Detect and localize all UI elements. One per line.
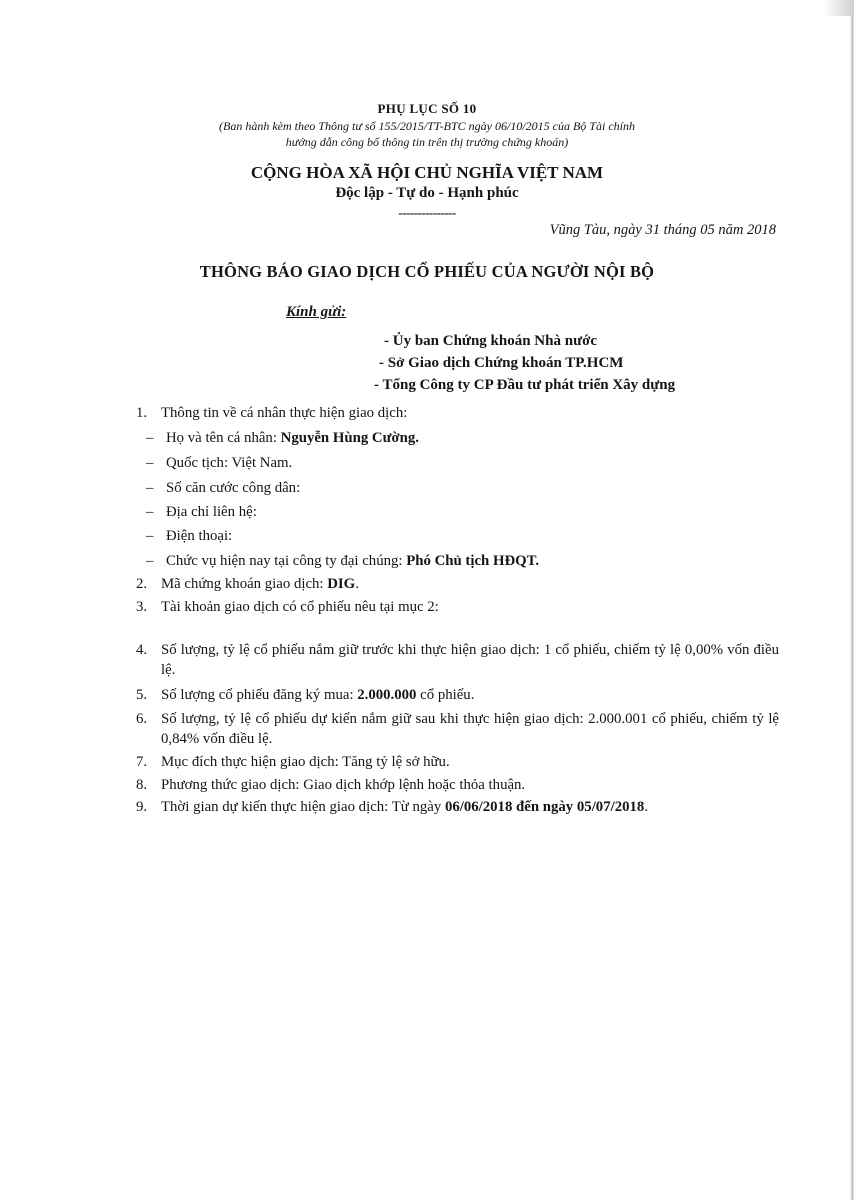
- appendix-note: [0, 118, 854, 150]
- item-text: [161, 574, 359, 594]
- appendix-title: PHỤ LỤC SỐ 10: [377, 101, 477, 116]
- recipient-list: [374, 330, 675, 396]
- recipient-item: - Sở Giao dịch Chứng khoán TP.HCM: [379, 355, 624, 371]
- place-date: Vũng Tàu, ngày 31 tháng 05 năm 2018: [549, 222, 776, 238]
- name-label: Họ và tên cá nhân:: [166, 430, 281, 446]
- salutation-colon: :: [341, 304, 347, 320]
- bullet-dash: –: [146, 430, 154, 446]
- item-label: Thời gian dự kiến thực hiện giao dịch: Từ ngày: [161, 799, 445, 815]
- position-value: Phó Chủ tịch HĐQT.: [406, 553, 540, 569]
- item-text: Số lượng, tỷ lệ cổ phiếu dự kiến nắm giữ sau khi thực hiện giao dịch: 2.000.001 cổ phiếu, chiếm tỷ lệ 0,84% vốn điều lệ.: [161, 711, 779, 747]
- scan-corner: [824, 0, 854, 16]
- item-tail: cổ phiếu.: [416, 687, 475, 703]
- appendix-note-line2: hướng dẫn công bố thông tin trên thị trường chứng khoán): [285, 135, 569, 149]
- item-text: Thông tin về cá nhân thực hiện giao dịch:: [161, 405, 408, 421]
- salutation-text: Kính gửi: [286, 304, 342, 320]
- nationality-text: Quốc tịch: Việt Nam.: [166, 455, 293, 471]
- item-text: Phương thức giao dịch: Giao dịch khớp lệnh hoặc thỏa thuận.: [161, 777, 526, 793]
- item-label: Số lượng cổ phiếu đăng ký mua:: [161, 687, 358, 703]
- national-title: CỘNG HÒA XÃ HỘI CHỦ NGHĨA VIỆT NAM: [250, 163, 604, 182]
- item-number: 2.: [136, 576, 148, 592]
- transaction-period: 06/06/2018 đến ngày 05/07/2018: [444, 799, 645, 815]
- item-number: 9.: [136, 799, 148, 815]
- national-motto: Độc lập - Tự do - Hạnh phúc: [335, 185, 519, 201]
- recipient-item: - Ủy ban Chứng khoán Nhà nước: [384, 333, 598, 349]
- item-tail: .: [355, 576, 359, 592]
- bullet-dash: –: [146, 480, 154, 496]
- bullet-dash: –: [146, 553, 154, 569]
- id-label: Số căn cước công dân:: [166, 480, 301, 496]
- motto-divider: ---------------: [398, 205, 456, 220]
- appendix-note-line1: (Ban hành kèm theo Thông tư số 155/2015/TT-BTC ngày 06/10/2015 của Bộ Tài chính: [219, 119, 635, 133]
- item-number: 7.: [136, 754, 148, 770]
- position-label: Chức vụ hiện nay tại công ty đại chúng:: [166, 553, 407, 569]
- item-number: 1.: [136, 405, 148, 421]
- stock-code: DIG: [327, 576, 356, 592]
- phone-label: Điện thoại:: [166, 528, 233, 544]
- salutation: [286, 304, 346, 321]
- document-title: THÔNG BÁO GIAO DỊCH CỔ PHIẾU CỦA NGƯỜI NỘI BỘ: [199, 262, 655, 281]
- item-number: 6.: [136, 711, 148, 727]
- item-number: 8.: [136, 777, 148, 793]
- share-quantity: 2.000.000: [357, 687, 417, 703]
- sub-item-text: [166, 428, 419, 448]
- item-text: Mục đích thực hiện giao dịch: Tăng tỷ lệ sở hữu.: [161, 754, 450, 770]
- item-text: Tài khoản giao dịch có cổ phiếu nêu tại mục 2:: [161, 599, 439, 615]
- sub-item-text: [166, 551, 539, 571]
- item-number: 5.: [136, 687, 148, 703]
- recipient-item: - Tổng Công ty CP Đầu tư phát triển Xây dựng: [374, 377, 676, 393]
- item-text: Số lượng, tỷ lệ cổ phiếu nắm giữ trước khi thực hiện giao dịch: 1 cổ phiếu, chiếm tỷ lệ 0,00% vốn điều lệ.: [161, 642, 779, 678]
- item-text: [161, 685, 474, 705]
- item-label: Mã chứng khoán giao dịch:: [161, 576, 328, 592]
- bullet-dash: –: [146, 528, 154, 544]
- item-number: 3.: [136, 599, 148, 615]
- item-tail: .: [644, 799, 649, 815]
- name-value: Nguyễn Hùng Cường.: [280, 430, 420, 446]
- item-number: 4.: [136, 642, 148, 658]
- item-text: [161, 797, 648, 817]
- bullet-dash: –: [146, 455, 154, 471]
- address-label: Địa chỉ liên hệ:: [166, 504, 257, 520]
- bullet-dash: –: [146, 504, 154, 520]
